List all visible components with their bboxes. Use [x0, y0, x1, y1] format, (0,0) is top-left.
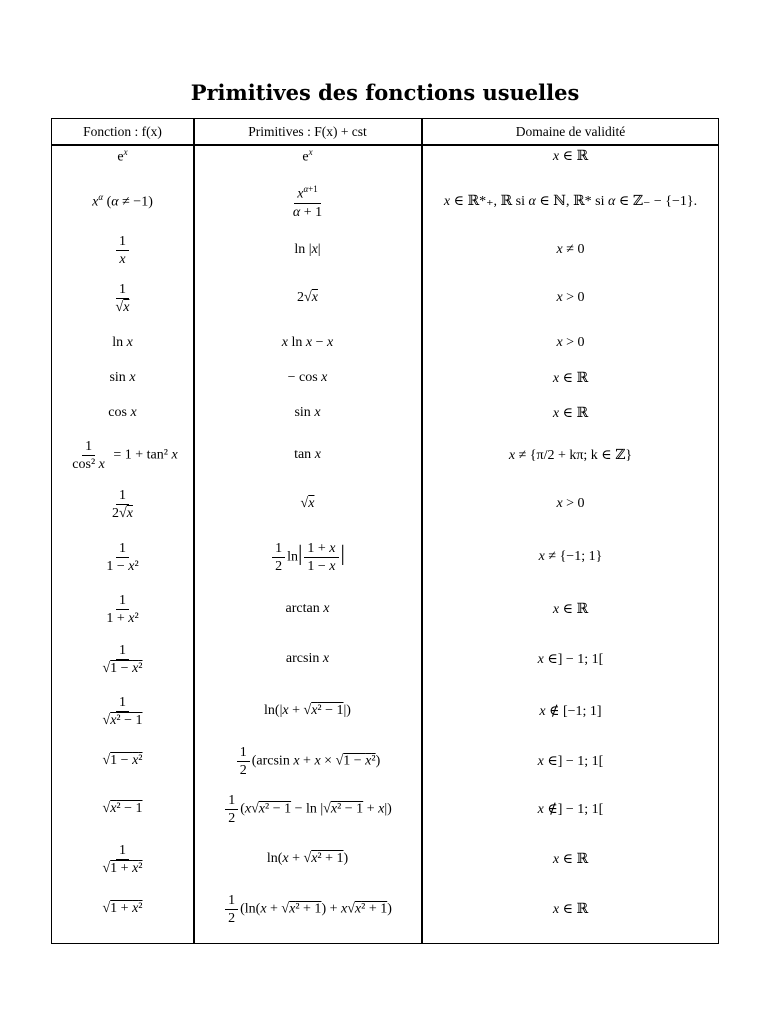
- cell-function-content: √1 − x²: [102, 753, 143, 768]
- cell-function: [52, 837, 193, 881]
- cell-function: [52, 887, 193, 931]
- primitives-table: [51, 118, 719, 944]
- cell-primitive-content: ln |x|: [294, 242, 321, 257]
- cell-function: [52, 276, 193, 320]
- cell-domain: [422, 179, 719, 223]
- cell-domain-content: x ∈ ℝ: [552, 405, 589, 421]
- cell-function-content: $\frac{1}{\text{1 − x²}}$: [106, 540, 139, 574]
- cell-domain-content: x ∈ ℝ: [552, 601, 589, 617]
- cell-primitive-content: sin x: [294, 405, 321, 420]
- cell-primitive-content: √x: [300, 496, 315, 511]
- cell-function-content: √1 + x²: [102, 901, 143, 916]
- cell-domain: [422, 587, 719, 631]
- cell-primitive-content: $\frac{1}{2}$ (arcsin x + x × √1 − x²): [235, 745, 381, 778]
- cell-domain: [422, 482, 719, 526]
- cell-primitive: [194, 739, 421, 783]
- cell-function-content: $\frac{1}{\text{√1 − x²}}$: [102, 642, 143, 676]
- cell-primitive: [194, 689, 421, 733]
- cell-domain-content: x ∈ ℝ*₊, ℝ si α ∈ ℕ, ℝ* si α ∈ ℤ₋ − {−1}.: [443, 193, 698, 209]
- cell-function: [52, 535, 193, 579]
- cell-domain-content: x > 0: [556, 496, 585, 511]
- cell-primitive: [194, 535, 421, 579]
- cell-primitive: [194, 787, 421, 831]
- cell-domain-content: x ∈] − 1; 1[: [537, 753, 604, 769]
- cell-primitive: [194, 134, 421, 178]
- cell-primitive-content: arcsin x: [285, 651, 330, 666]
- cell-domain: [422, 391, 719, 435]
- cell-primitive-content: ln(x + √x² + 1): [266, 851, 349, 866]
- cell-primitive: [194, 587, 421, 631]
- cell-domain-content: x ∈ ℝ: [552, 370, 589, 386]
- cell-domain-content: x > 0: [556, 335, 585, 350]
- cell-domain-content: x ∈ ℝ: [552, 148, 589, 164]
- header-primitive-label: Primitives : F(x) + cst: [248, 123, 367, 139]
- cell-function: [52, 391, 193, 435]
- cell-primitive-content: $\frac{1}{2}$ (ln(x + √x² + 1) + x√x² + 1): [223, 893, 392, 926]
- cell-primitive-content: x ln x − x: [281, 335, 334, 350]
- cell-domain: [422, 689, 719, 733]
- cell-function-content: $\frac{1}{\text{cos² x}}$ = 1 + tan² x: [72, 438, 178, 472]
- cell-domain: [422, 637, 719, 681]
- cell-primitive-content: $\frac{1}{2}$ (x√x² − 1 − ln |√x² − 1 + x|): [223, 793, 392, 826]
- cell-primitive: [194, 179, 421, 223]
- cell-primitive: [194, 276, 421, 320]
- cell-function-content: $\frac{1}{2√x}$: [112, 487, 133, 521]
- cell-function: [52, 134, 193, 178]
- cell-function-content: $\frac{1}{\text{√1 + x²}}$: [102, 842, 143, 876]
- cell-function: [52, 787, 193, 831]
- cell-function: [52, 587, 193, 631]
- cell-domain-content: x ∈ ℝ: [552, 851, 589, 867]
- cell-domain-content: x ∈ ℝ: [552, 901, 589, 917]
- cell-domain: [422, 433, 719, 477]
- cell-domain-content: x ∉] − 1; 1[: [537, 801, 604, 817]
- cell-function-content: $\frac{1}{\text{√x² − 1}}$: [102, 694, 143, 728]
- cell-function-content: √x² − 1: [102, 801, 143, 816]
- cell-primitive: [194, 637, 421, 681]
- cell-primitive-content: $\frac{x^{\alpha+1}}{\alpha + 1}$: [292, 184, 323, 220]
- cell-primitive-content: $\frac{1}{2}$ ln| $\frac{1 + x}{1 - x}$ |: [270, 541, 345, 574]
- cell-primitive: [194, 228, 421, 272]
- cell-function-content: $\frac{1}{x}$: [114, 234, 131, 267]
- cell-function: [52, 637, 193, 681]
- cell-primitive: [194, 837, 421, 881]
- cell-primitive-content: 2√x: [297, 290, 318, 305]
- header-function-label: Fonction : f(x): [83, 123, 162, 139]
- cell-domain: [422, 276, 719, 320]
- cell-primitive: [194, 391, 421, 435]
- cell-domain: [422, 837, 719, 881]
- cell-domain-content: x > 0: [556, 290, 585, 305]
- cell-function-content: $x^\alpha$ (α ≠ −1): [92, 191, 153, 210]
- cell-function-content: $\frac{1}{√x}$: [115, 281, 130, 315]
- cell-primitive-content: tan x: [294, 447, 321, 462]
- cell-domain: [422, 739, 719, 783]
- cell-domain: [422, 535, 719, 579]
- page-title: Primitives des fonctions usuelles: [190, 80, 580, 105]
- cell-primitive-content: − cos x: [287, 370, 328, 385]
- cell-domain-content: x ∉ [−1; 1]: [539, 703, 602, 719]
- cell-function-content: $\frac{1}{\text{1 + x²}}$: [106, 592, 139, 626]
- cell-function: [52, 739, 193, 783]
- cell-function: [52, 228, 193, 272]
- cell-domain-content: x ≠ {π/2 + kπ; k ∈ ℤ}: [508, 447, 633, 463]
- cell-domain: [422, 887, 719, 931]
- cell-domain-content: x ≠ 0: [556, 242, 585, 257]
- cell-primitive: [194, 482, 421, 526]
- cell-function-content: $e^x$: [117, 146, 128, 165]
- cell-function-content: cos x: [108, 405, 137, 420]
- header-domain-label: Domaine de validité: [515, 123, 626, 139]
- cell-primitive: [194, 433, 421, 477]
- cell-domain: [422, 228, 719, 272]
- cell-function-content: ln x: [112, 335, 133, 350]
- cell-function: [52, 689, 193, 733]
- cell-function: [52, 482, 193, 526]
- cell-function: [52, 179, 193, 223]
- cell-domain-content: x ≠ {−1; 1}: [538, 549, 603, 564]
- cell-primitive-content: $e^x$: [302, 146, 313, 165]
- cell-primitive-content: arctan x: [285, 601, 330, 616]
- cell-function-content: sin x: [109, 370, 136, 385]
- cell-primitive-content: ln(|x + √x² − 1|): [264, 703, 351, 718]
- cell-function: [52, 433, 193, 477]
- cell-domain: [422, 134, 719, 178]
- cell-domain-content: x ∈] − 1; 1[: [537, 651, 604, 667]
- cell-domain: [422, 787, 719, 831]
- cell-primitive: [194, 887, 421, 931]
